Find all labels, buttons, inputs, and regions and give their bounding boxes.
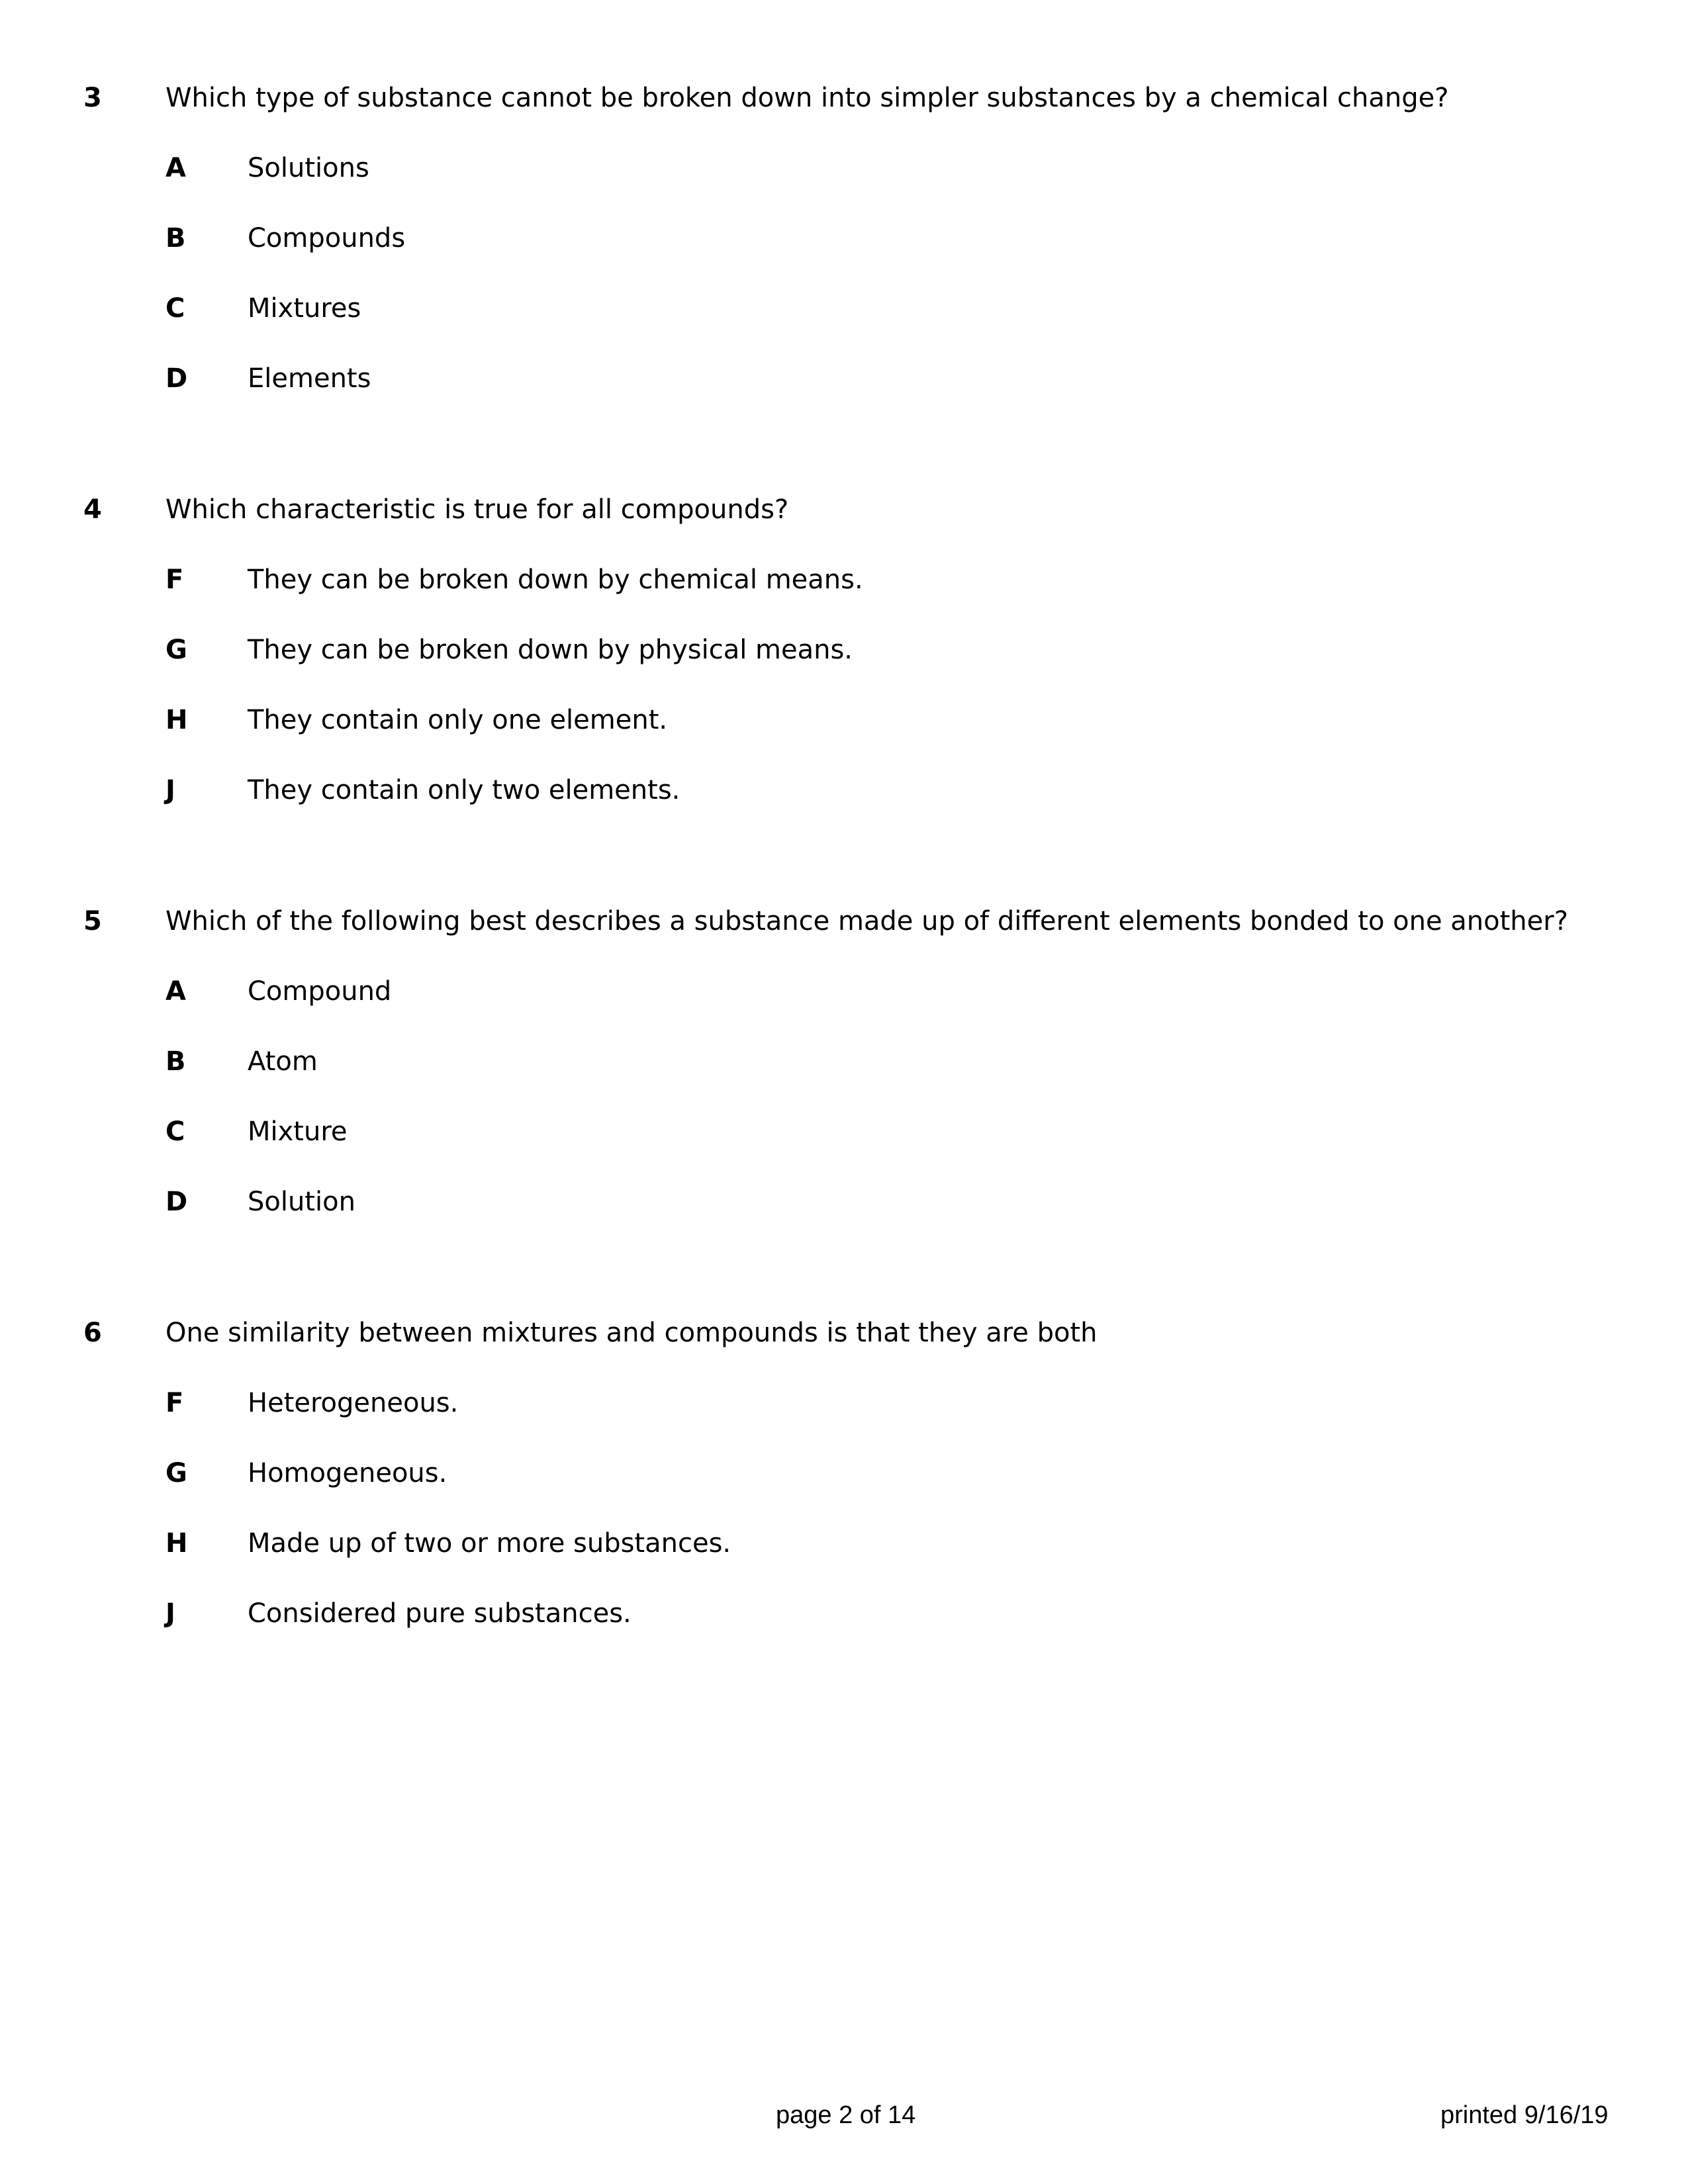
choice-3a [0,152,1688,184]
question-number: 6 [83,1318,102,1348]
choice-text: Mixtures [248,293,361,324]
choice-letter: F [165,565,184,595]
question-text: One similarity between mixtures and compounds is that they are both [165,1318,1098,1348]
choice-text: They contain only two elements. [248,775,680,805]
choice-text: Solution [248,1187,355,1217]
choice-text: Heterogeneous. [248,1388,459,1418]
choice-letter: J [165,1598,175,1629]
choice-letter: D [165,363,188,394]
choice-5b [0,1046,1688,1077]
choice-letter: B [165,223,186,253]
choice-3d [0,363,1688,394]
choice-text: They can be broken down by chemical means. [248,565,863,595]
choice-text: Homogeneous. [248,1458,447,1488]
choice-4j [0,774,1688,806]
choice-text: Mixture [248,1116,348,1147]
choice-5c [0,1116,1688,1148]
question-text: Which characteristic is true for all compounds? [165,494,789,525]
choice-6h [0,1527,1688,1559]
choice-letter: H [165,705,188,735]
choice-letter: G [165,635,187,665]
choice-letter: A [165,153,186,183]
choice-4f [0,564,1688,596]
choice-text: Atom [248,1046,318,1077]
choice-letter: C [165,1116,185,1147]
choice-text: They contain only one element. [248,705,668,735]
choice-letter: G [165,1458,187,1488]
choice-letter: D [165,1187,188,1217]
question-text: Which of the following best describes a substance made up of different elements bonded to one another? [165,906,1568,936]
choice-4g [0,634,1688,666]
question-number: 3 [83,83,102,113]
choice-text: They can be broken down by physical means. [248,635,853,665]
choice-letter: H [165,1528,188,1559]
choice-6g [0,1457,1688,1489]
choice-letter: A [165,976,186,1007]
printed-date: printed 9/16/19 [1440,2101,1609,2129]
choice-3b [0,222,1688,254]
choice-text: Compound [248,976,392,1007]
choice-text: Compounds [248,223,406,253]
choice-text: Solutions [248,153,369,183]
choice-letter: F [165,1388,184,1418]
choice-6f [0,1387,1688,1419]
choice-4h [0,704,1688,736]
question-number: 5 [83,906,102,936]
choice-3c [0,293,1688,324]
choice-text: Made up of two or more substances. [248,1528,731,1559]
choice-letter: J [165,775,175,805]
question-number: 4 [83,494,102,525]
choice-5a [0,976,1688,1007]
choice-text: Considered pure substances. [248,1598,632,1629]
choice-text: Elements [248,363,371,394]
choice-letter: B [165,1046,186,1077]
choice-6j [0,1598,1688,1629]
choice-letter: C [165,293,185,324]
choice-5d [0,1186,1688,1218]
question-text: Which type of substance cannot be broken down into simpler substances by a chemical change? [165,83,1449,113]
page-number: page 2 of 14 [776,2101,916,2129]
